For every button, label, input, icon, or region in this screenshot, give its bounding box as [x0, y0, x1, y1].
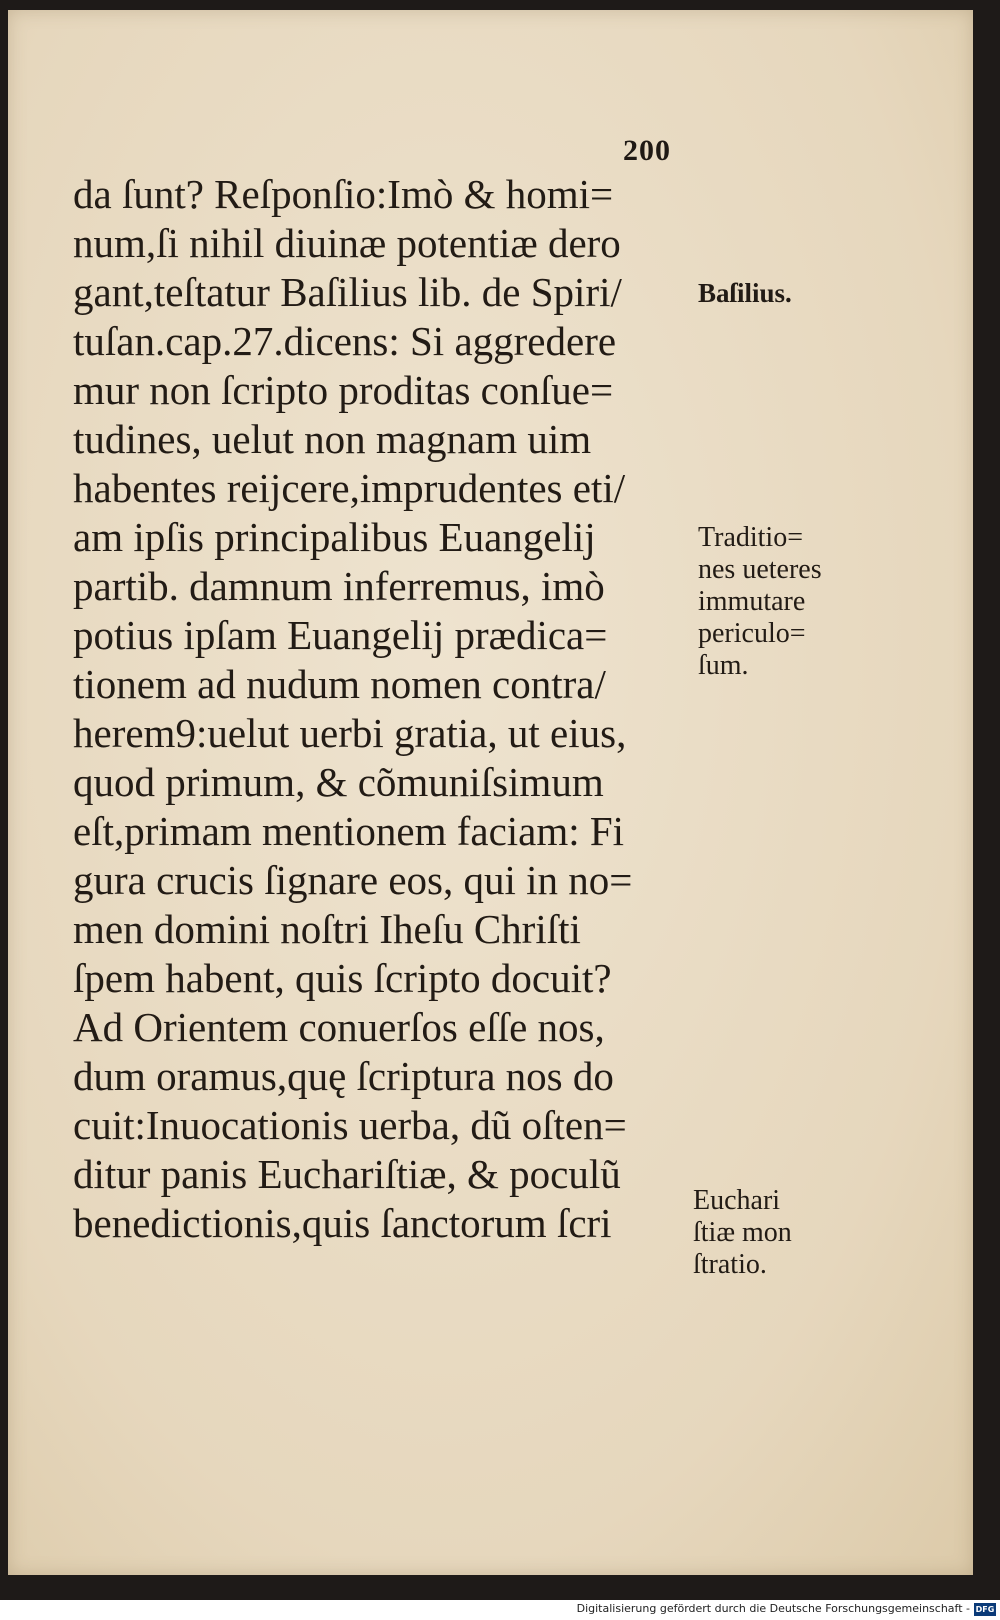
footer-credit: Digitalisierung gefördert durch die Deutsche Forschungsgemeinschaft - — [576, 1602, 970, 1615]
margin-note-line: ſtiæ mon — [693, 1217, 792, 1248]
text-line: Ad Orientem conuerſos eſſe nos, — [73, 1004, 605, 1050]
text-line: benedictionis,quis ſanctorum ſcri — [73, 1200, 612, 1246]
text-line: eſt,primam mentionem faciam: Fi — [73, 808, 625, 854]
text-line: tudines, uelut non magnam uim — [73, 416, 592, 462]
text-line: habentes reijcere,imprudentes eti/ — [73, 465, 626, 511]
text-line: mur non ſcripto proditas conſue= — [73, 367, 614, 413]
text-line: cuit:Inuocationis uerba, dũ oſten= — [73, 1102, 627, 1148]
text-line: partib. damnum inferremus, imò — [73, 563, 605, 609]
margin-note-line: ſtratio. — [693, 1249, 767, 1280]
margin-note-line: nes ueteres — [698, 554, 822, 585]
margin-note-basilius — [698, 277, 792, 309]
text-line: potius ipſam Euangelij prædica= — [73, 612, 608, 658]
margin-note-line: Baſilius. — [698, 278, 792, 308]
text-line: dum oramus,quę ſcriptura nos do — [73, 1053, 614, 1099]
text-line: men domini noſtri Iheſu Chriſti — [73, 906, 581, 952]
margin-note-line: periculo= — [698, 618, 806, 649]
text-line: ditur panis Euchariſtiæ, & poculũ — [73, 1151, 621, 1197]
page-number: 200 — [623, 134, 671, 167]
text-line: quod primum, & cõmuniſsimum — [73, 759, 604, 805]
body-text — [73, 170, 698, 1248]
margin-note-line: Euchari — [693, 1185, 781, 1216]
text-line: ſpem habent, quis ſcripto docuit? — [73, 955, 612, 1001]
margin-note-line: Traditio= — [698, 522, 803, 553]
margin-note-line: ſum. — [698, 650, 749, 681]
text-line: tuſan.cap.27.dicens: Si aggredere — [73, 318, 617, 364]
margin-note-traditio — [698, 522, 822, 682]
dfg-logo-icon: DFG — [975, 1605, 995, 1614]
text-line: herem9:uelut uerbi gratia, ut eius, — [73, 710, 627, 756]
margin-note-line: immutare — [698, 586, 806, 617]
text-line: am ipſis principalibus Euangelij — [73, 514, 596, 560]
book-page — [8, 10, 973, 1575]
text-line: gura crucis ſignare eos, qui in no= — [73, 857, 633, 903]
text-line: gant,teſtatur Baſilius lib. de Spiri/ — [73, 269, 622, 315]
text-line: da ſunt? Reſponſio:Imò & homi= — [73, 171, 614, 217]
text-line: num,ſi nihil diuinæ potentiæ dero — [73, 220, 621, 266]
margin-note-eucharistia — [693, 1185, 792, 1281]
footer-bar — [0, 1600, 1000, 1620]
text-line: tionem ad nudum nomen contra/ — [73, 661, 606, 707]
